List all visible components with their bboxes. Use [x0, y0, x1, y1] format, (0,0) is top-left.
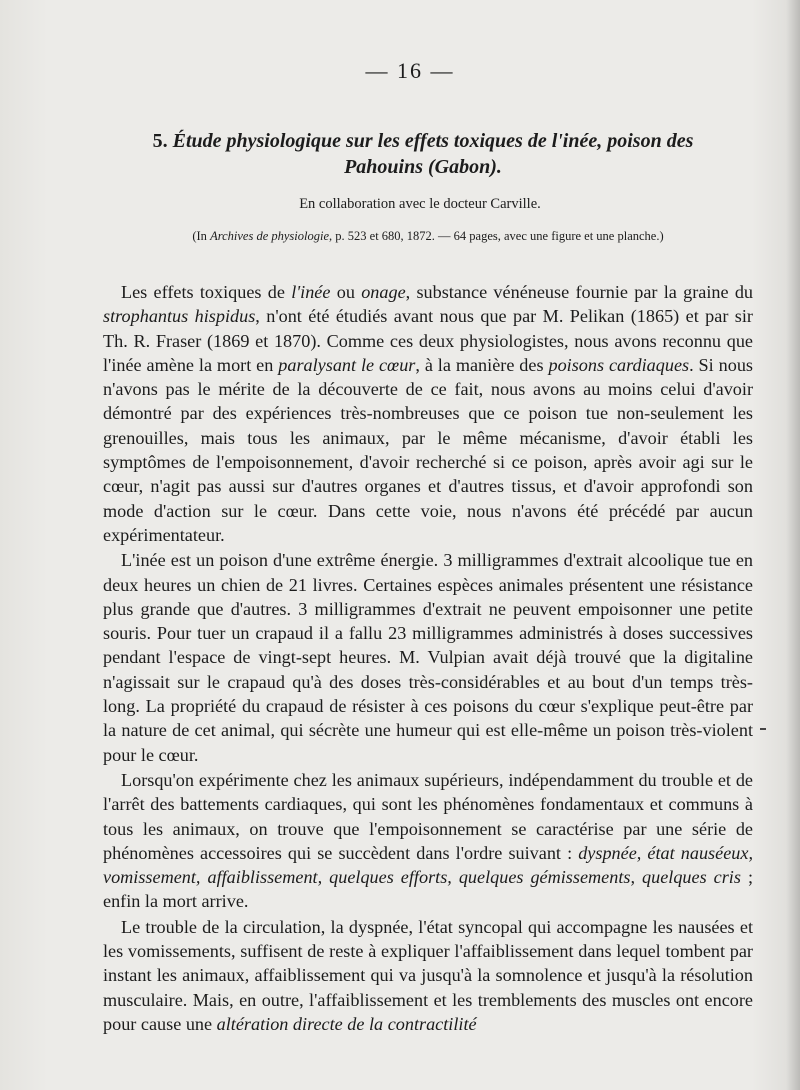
text-run: Le trouble de la circulation, la dyspnée, l'état syncopal qui accompagne les nausées et les vomissements, suffisent de reste à expliquer l'affaiblissement dans lequel tombent par instant les animaux, affaiblissement qui va jusqu'à la somnolence et jusqu'à la résolution musculaire. Mais, en outre, l'affaiblissement et les tremblements des muscles ont encore pour cause une — [103, 916, 753, 1034]
source-suffix: , p. 523 et 680, 1872. — 64 pages, avec une figure et une planche.) — [329, 229, 664, 243]
italic-run: onage — [361, 282, 406, 302]
text-run: , n'ont été étudiés avant nous que par M. Pelikan (1865) et par sir Th. R. Fraser (1869 et 1870). Comme ces deux physiologistes, nous avons reconnu que l'inée amène la mort en — [103, 306, 753, 375]
page-number: — 16 — — [365, 58, 455, 83]
paragraph — [103, 548, 753, 767]
text-run: ou — [330, 282, 362, 302]
section-number: 5. — [152, 130, 168, 152]
text-run: , substance vénéneuse fournie par la graine du — [405, 282, 754, 302]
text-run: L'inée est un poison d'une extrême énergie. 3 milligrammes d'extrait alcoolique tue en deux heures un chien de 21 livres. Certaines espèces animales présentent une résistance plus grande que d'autres. 3 milligrammes d'extrait ne peuvent empoisonner une petite souris. Pour tuer un crapaud il a fallu 23 milligrammes administrés à doses successives pendant l'espace de vingt-sept heures. M. Vulpian avait déjà trouvé que la digitaline n'agissait sur le crapaud qu'à des doses très-considérables et au bout d'un temps très-long. La propriété du crapaud de résister à ces poisons du cœur s'explique peut-être par la nature de cet animal, qui sécrète une humeur qui est elle-même un poison très-violent pour le cœur. — [103, 550, 753, 765]
page-edge-shadow — [786, 0, 800, 1090]
paragraph — [103, 768, 753, 914]
text-run: ; enfin la mort arrive. — [103, 867, 754, 912]
italic-run: dyspnée, état nauséeux, vomissement, affaiblissement, quelques efforts, quelques gémissements, quelques cris — [103, 842, 753, 888]
italic-run: l'inée — [291, 282, 331, 302]
source-journal: Archives de physiologie — [210, 229, 330, 243]
italic-run: strophantus hispidus — [103, 306, 256, 327]
paragraph — [103, 280, 753, 547]
source-prefix: (In — [192, 229, 211, 243]
section-title-text: Étude physiologique sur les effets toxiques de l'inée, poison des Pahouins (Gabon). — [172, 130, 694, 178]
margin-mark — [760, 728, 766, 730]
body-text — [103, 280, 753, 1036]
text-run: . Si nous n'avons pas le mérite de la découverte de ce fait, nous avons au moins celui d'avoir démontré par des expériences très-nombreuses que ce poison tue non-seulement les grenouilles, mais tous les animaux, par le même mécanisme, d'avoir établi les symptômes de l'empoisonnement, d'avoir recherché si ce poison, après avoir agi sur le cœur, n'agit pas aussi sur d'autres organes et d'autres tissus, et d'avoir approfondi son mode d'action sur le cœur. Dans cette voie, nous n'avons été précédé par aucun expérimentateur. — [103, 354, 753, 545]
text-run: Lorsqu'on expérimente chez les animaux supérieurs, indépendamment du trouble et de l'arrêt des battements cardiaques, qui sont les phénomènes fondamentaux et communs à tous les animaux, on trouve que l'empoisonnement se caractérise par une série de phénomènes accessoires qui se succèdent dans l'ordre suivant : — [103, 769, 753, 863]
italic-run: poisons cardiaques — [548, 354, 690, 375]
section-title — [118, 128, 728, 180]
text-run: Les effets toxiques de — [121, 282, 292, 302]
paragraph — [103, 915, 753, 1036]
source-reference — [118, 229, 738, 244]
italic-run: altération directe de la contractilité — [216, 1013, 477, 1034]
text-run: , à la manière des — [415, 354, 549, 375]
italic-run: paralysant le cœur — [278, 354, 416, 375]
collaboration-note: En collaboration avec le docteur Carville. — [299, 196, 541, 212]
